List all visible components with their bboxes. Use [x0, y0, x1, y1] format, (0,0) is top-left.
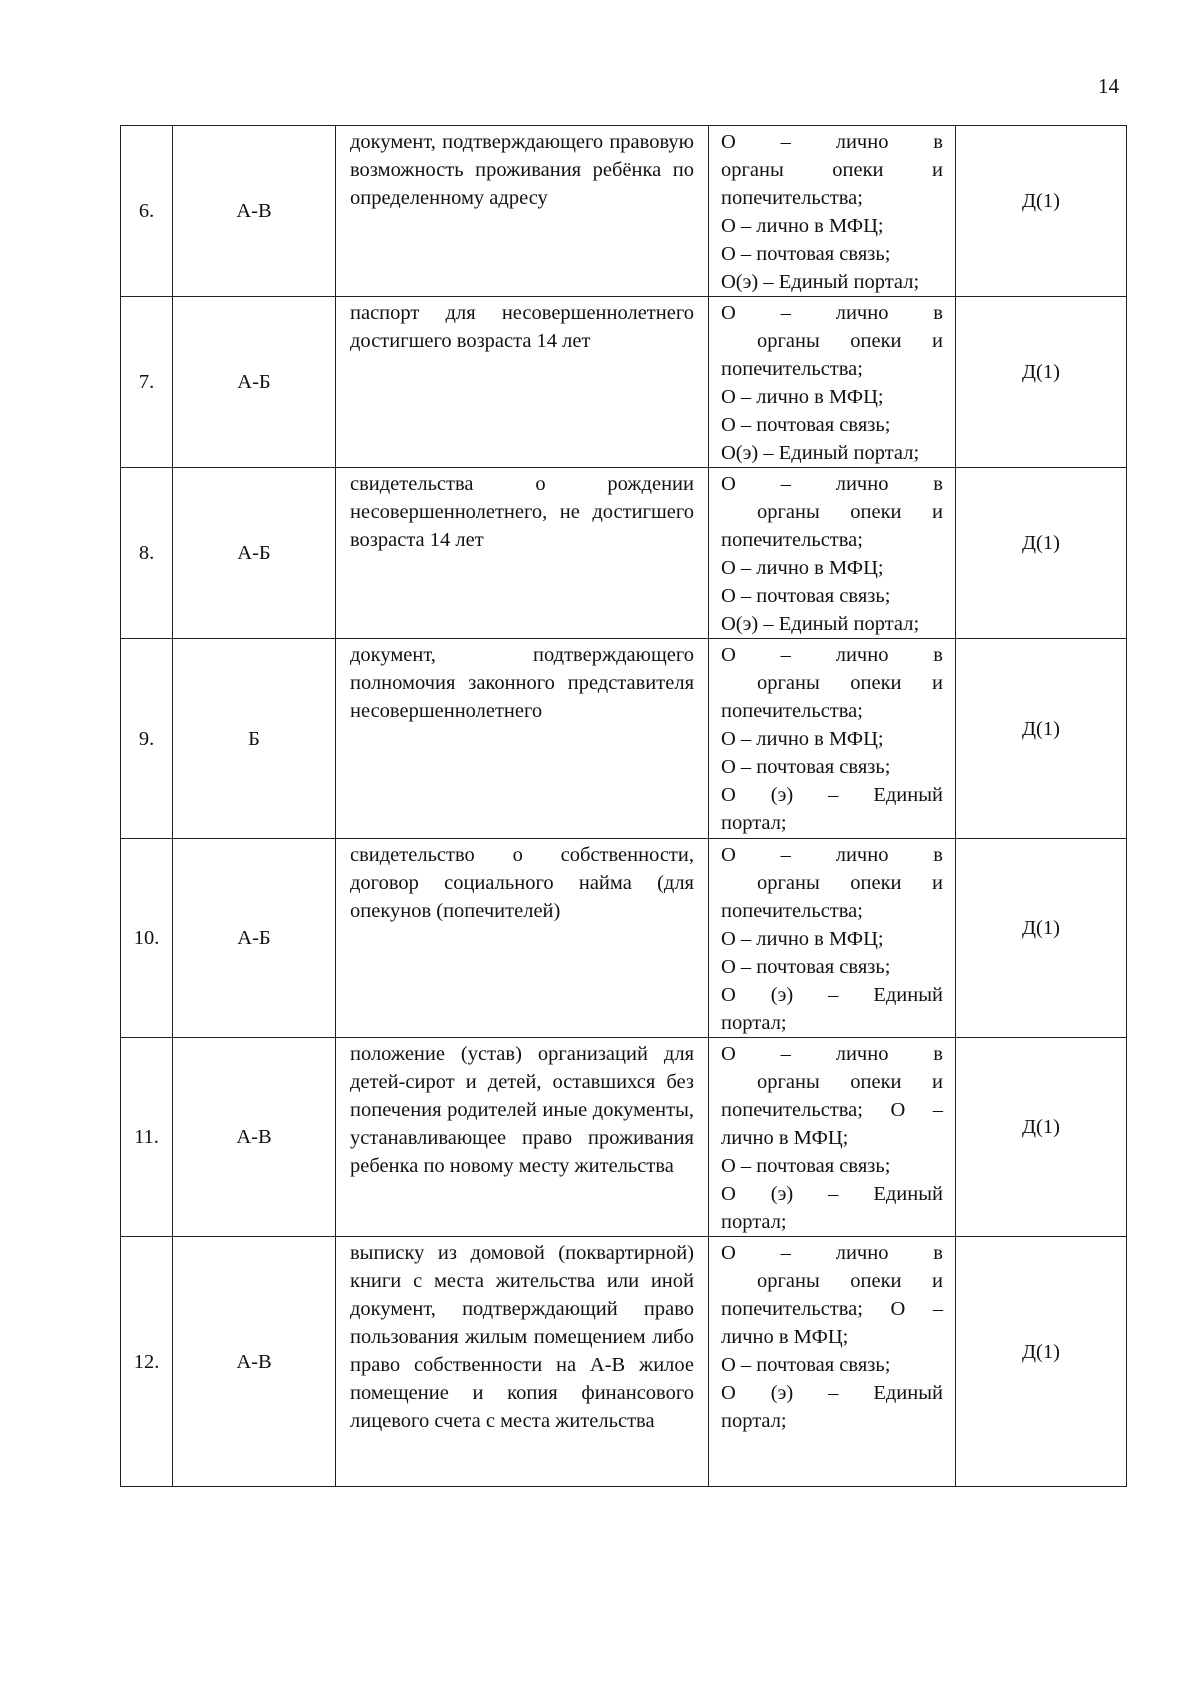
- table-row: [121, 468, 1127, 639]
- submission-method-line: О – почтовая связь;: [721, 1155, 891, 1177]
- result-code-cell: [956, 1038, 1127, 1237]
- submission-method-line: органы опеки и: [721, 159, 943, 181]
- documents-table-body: [121, 126, 1127, 1487]
- submission-method-line: попечительства; О –: [721, 1099, 943, 1121]
- table-row: [121, 1237, 1127, 1487]
- submission-method-line: О (э) – Единый: [721, 784, 943, 806]
- result-code: Д(1): [1022, 717, 1060, 740]
- submission-method-line: О – лично в: [721, 1242, 943, 1264]
- document-description: свидетельства о рождении несовершеннолетнего, не достигшего возраста 14 лет: [336, 468, 709, 639]
- applicant-category: А-Б: [173, 468, 336, 639]
- submission-method-line: О (э) – Единый: [721, 1183, 943, 1205]
- submission-method-line: О – лично в МФЦ;: [721, 215, 884, 237]
- row-number: 11.: [121, 1038, 173, 1237]
- submission-method-line: попечительства;: [721, 700, 863, 722]
- submission-method-line: портал;: [721, 1211, 787, 1233]
- submission-methods: [709, 297, 956, 468]
- submission-method-line: попечительства;: [721, 187, 863, 209]
- row-number: 10.: [121, 839, 173, 1038]
- document-description: свидетельство о собственности, договор социального найма (для опекунов (попечителей): [336, 839, 709, 1038]
- documents-table: [120, 125, 1127, 1487]
- submission-method-line: органы опеки и: [757, 330, 943, 352]
- submission-method-line: О – почтовая связь;: [721, 756, 891, 778]
- submission-method-line: попечительства;: [721, 900, 863, 922]
- submission-method-line: О – лично в МФЦ;: [721, 386, 884, 408]
- submission-method-line: О – лично в: [721, 644, 943, 666]
- applicant-category: Б: [173, 639, 336, 839]
- submission-method-line: органы опеки и: [757, 1270, 943, 1292]
- result-code-cell: [956, 839, 1127, 1038]
- document-description: документ, подтверждающего правовую возможность проживания ребёнка по определенному адресу: [336, 126, 709, 297]
- submission-method-line: портал;: [721, 1012, 787, 1034]
- result-code-cell: [956, 468, 1127, 639]
- document-description: выписку из домовой (поквартирной) книги с места жительства или иной документ, подтверждающий право пользования жилым помещением либо право собственности на А-В жилое помещение и копия финансового лицевого счета с места жительства: [336, 1237, 709, 1487]
- submission-method-line: О – лично в: [721, 131, 943, 153]
- submission-method-line: попечительства;: [721, 529, 863, 551]
- submission-methods: [709, 126, 956, 297]
- document-description: положение (устав) организаций для детей-сирот и детей, оставшихся без попечения родителей иные документы, устанавливающее право проживания ребенка по новому месту жительства: [336, 1038, 709, 1237]
- table-row: [121, 126, 1127, 297]
- submission-method-line: органы опеки и: [757, 672, 943, 694]
- submission-method-line: О – почтовая связь;: [721, 956, 891, 978]
- page-number: 14: [1098, 74, 1119, 98]
- row-number: 9.: [121, 639, 173, 839]
- result-code: Д(1): [1022, 361, 1060, 383]
- submission-method-line: органы опеки и: [757, 872, 943, 894]
- submission-method-line: О – почтовая связь;: [721, 414, 891, 436]
- submission-methods: [709, 1038, 956, 1237]
- submission-method-line: лично в МФЦ;: [721, 1127, 849, 1149]
- submission-method-line: О – лично в: [721, 844, 943, 866]
- submission-method-line: О (э) – Единый: [721, 1382, 943, 1404]
- submission-method-line: О – почтовая связь;: [721, 243, 891, 265]
- result-code: Д(1): [1022, 1340, 1060, 1363]
- row-number: 6.: [121, 126, 173, 297]
- applicant-category: А-Б: [173, 297, 336, 468]
- result-code-cell: [956, 297, 1127, 468]
- submission-method-line: попечительства;: [721, 358, 863, 380]
- submission-method-line: О – лично в: [721, 302, 943, 324]
- submission-methods: [709, 468, 956, 639]
- document-description: паспорт для несовершеннолетнего достигшего возраста 14 лет: [336, 297, 709, 468]
- submission-method-line: портал;: [721, 1410, 787, 1432]
- submission-method-line: портал;: [721, 812, 787, 834]
- submission-method-line: О – лично в МФЦ;: [721, 728, 884, 750]
- row-number: 7.: [121, 297, 173, 468]
- submission-method-line: О – почтовая связь;: [721, 585, 891, 607]
- submission-method-line: О – почтовая связь;: [721, 1354, 891, 1376]
- result-code: Д(1): [1022, 532, 1060, 554]
- submission-method-line: О(э) – Единый портал;: [721, 271, 920, 293]
- submission-method-line: О(э) – Единый портал;: [721, 613, 920, 635]
- submission-method-line: лично в МФЦ;: [721, 1326, 849, 1348]
- result-code: Д(1): [1022, 917, 1060, 939]
- submission-methods: [709, 639, 956, 839]
- applicant-category: А-В: [173, 126, 336, 297]
- document-description: документ, подтверждающего полномочия законного представителя несовершеннолетнего: [336, 639, 709, 839]
- table-row: [121, 297, 1127, 468]
- row-number: 12.: [121, 1237, 173, 1487]
- submission-methods: [709, 839, 956, 1038]
- table-row: [121, 1038, 1127, 1237]
- applicant-category: А-В: [173, 1237, 336, 1487]
- applicant-category: А-В: [173, 1038, 336, 1237]
- submission-method-line: О – лично в МФЦ;: [721, 928, 884, 950]
- row-number: 8.: [121, 468, 173, 639]
- applicant-category: А-Б: [173, 839, 336, 1038]
- submission-method-line: органы опеки и: [757, 501, 943, 523]
- submission-method-line: органы опеки и: [757, 1071, 943, 1093]
- submission-method-line: О – лично в: [721, 473, 943, 495]
- table-row: [121, 639, 1127, 839]
- submission-method-line: попечительства; О –: [721, 1298, 943, 1320]
- submission-method-line: О(э) – Единый портал;: [721, 442, 920, 464]
- submission-method-line: О (э) – Единый: [721, 984, 943, 1006]
- result-code-cell: [956, 126, 1127, 297]
- submission-method-line: О – лично в МФЦ;: [721, 557, 884, 579]
- result-code-cell: [956, 639, 1127, 839]
- result-code-cell: [956, 1237, 1127, 1487]
- submission-method-line: О – лично в: [721, 1043, 943, 1065]
- submission-methods: [709, 1237, 956, 1487]
- result-code: Д(1): [1022, 1116, 1060, 1138]
- result-code: Д(1): [1022, 190, 1060, 212]
- table-row: [121, 839, 1127, 1038]
